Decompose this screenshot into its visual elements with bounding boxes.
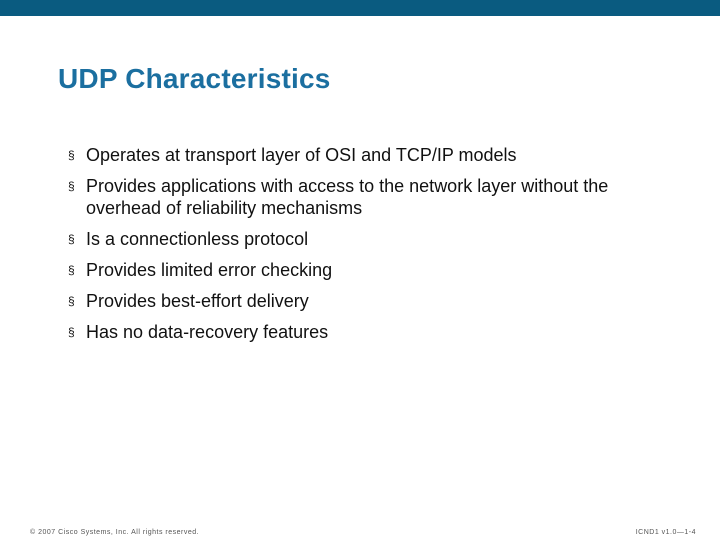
slide-title: UDP Characteristics — [58, 63, 331, 94]
bullet-marker-icon: § — [68, 232, 75, 246]
bullet-item — [68, 290, 688, 312]
bullet-item — [68, 144, 688, 166]
bullet-text: Provides limited error checking — [86, 260, 333, 280]
footer-copyright: © 2007 Cisco Systems, Inc. All rights reserved. — [30, 529, 200, 536]
bullet-text: Has no data-recovery features — [86, 322, 329, 342]
bullet-marker-icon: § — [68, 148, 75, 162]
bullet-list — [68, 144, 688, 352]
top-banner-bar — [0, 0, 720, 16]
bullet-item — [68, 259, 688, 281]
bullet-text: Is a connectionless protocol — [86, 229, 309, 249]
footer-slide-id: ICND1 v1.0—1-4 — [635, 529, 696, 536]
bullet-marker-icon: § — [68, 263, 75, 277]
bullet-item — [68, 175, 688, 219]
bullet-text: Provides applications with access to the network layer without the overhead of reliability mechanisms — [86, 176, 609, 218]
bullet-item — [68, 228, 688, 250]
bullet-marker-icon: § — [68, 179, 75, 193]
bullet-marker-icon: § — [68, 325, 75, 339]
bullet-text: Operates at transport layer of OSI and TCP/IP models — [86, 145, 517, 165]
bullet-marker-icon: § — [68, 294, 75, 308]
bullet-item — [68, 321, 688, 343]
bullet-text: Provides best-effort delivery — [86, 291, 309, 311]
